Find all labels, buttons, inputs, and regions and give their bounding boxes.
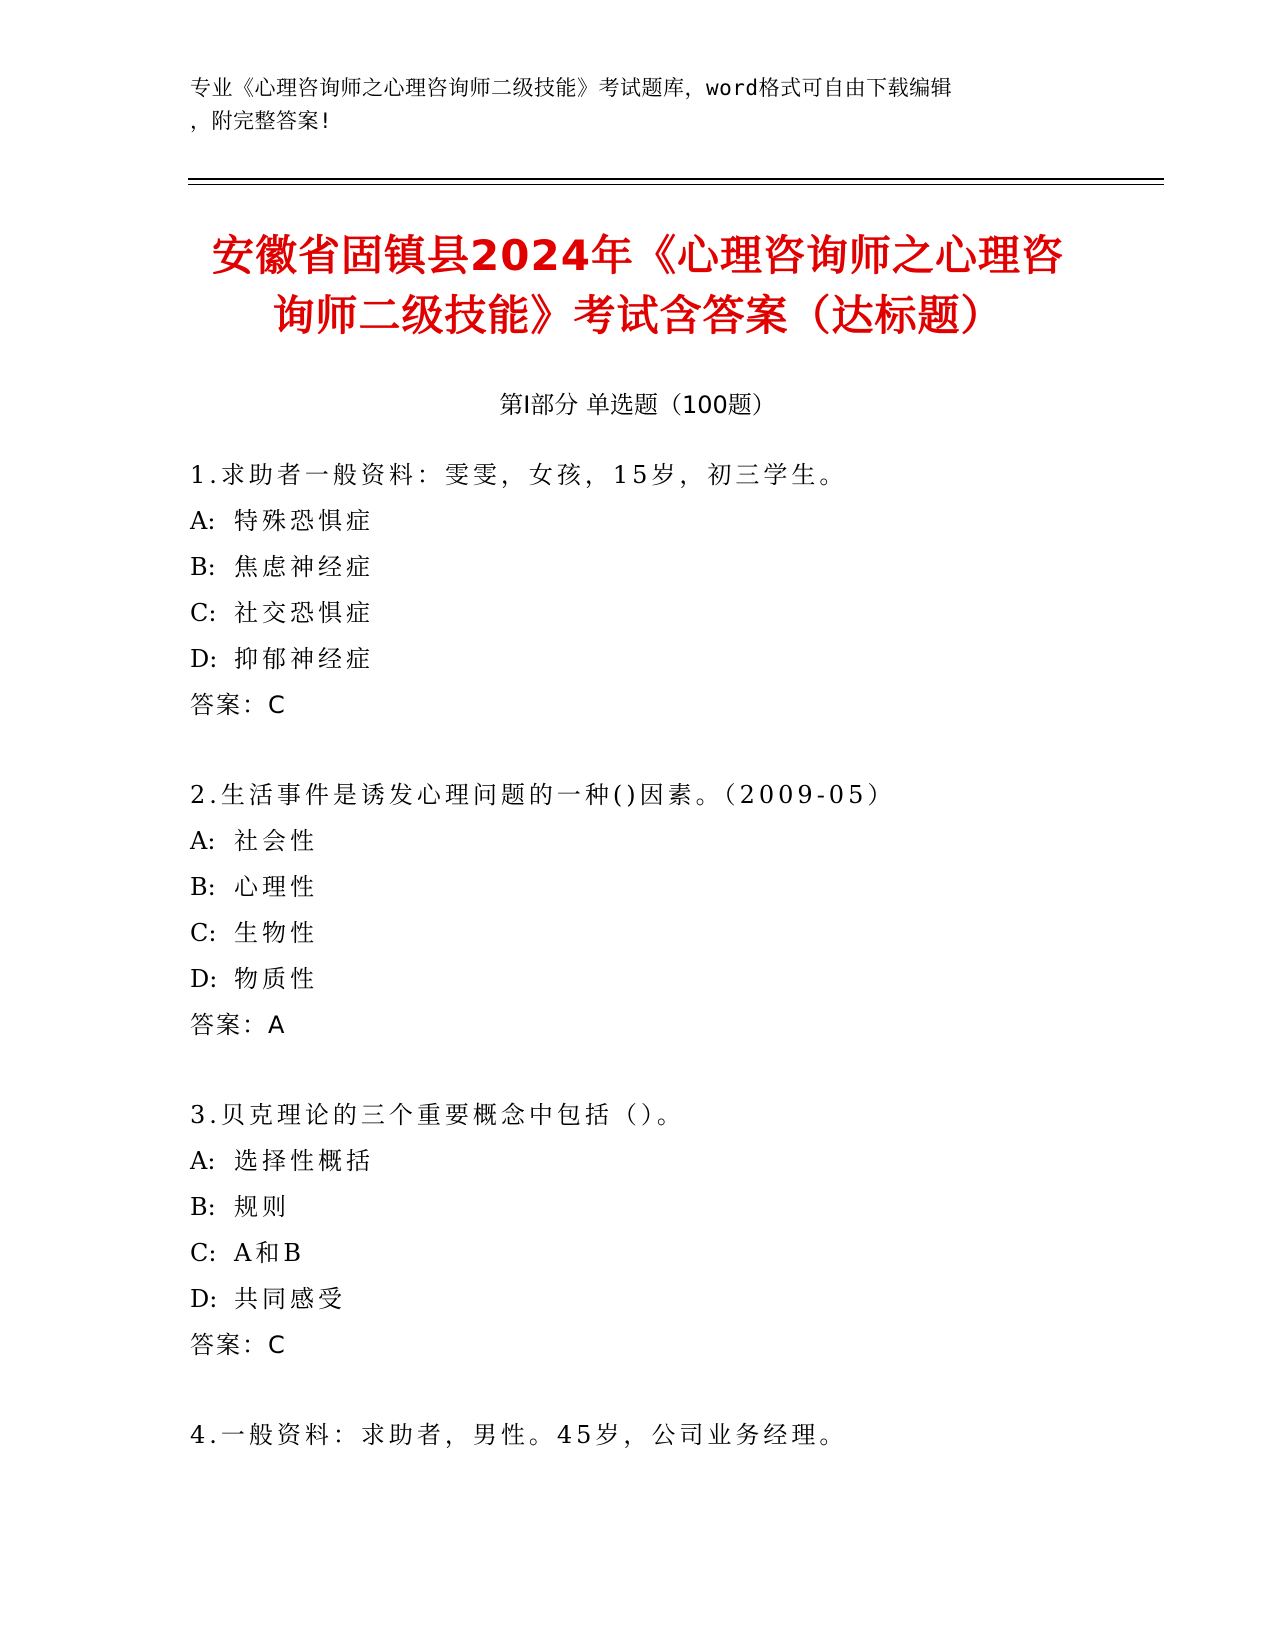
- option-a: [190, 818, 1170, 864]
- answer-label: 答案：: [190, 691, 268, 719]
- header-rule-thin: [188, 184, 1164, 185]
- option-key: B:: [190, 553, 216, 581]
- option-c: [190, 590, 1170, 636]
- option-a: [190, 1138, 1170, 1184]
- question-stem: 1.求助者一般资料：雯雯，女孩，15岁，初三学生。: [190, 461, 848, 489]
- option-text: 抑郁神经症: [234, 645, 374, 673]
- option-a: [190, 498, 1170, 544]
- option-key: B:: [190, 873, 216, 901]
- page-header: [190, 72, 1070, 138]
- answer-line: [190, 1002, 1170, 1048]
- option-key: D:: [190, 1285, 218, 1313]
- question-3: [190, 1092, 1170, 1368]
- answer-value: C: [268, 1331, 287, 1359]
- question-stem: 2.生活事件是诱发心理问题的一种()因素。（2009-05）: [190, 781, 896, 809]
- question-4: [190, 1412, 1170, 1458]
- option-b: [190, 1184, 1170, 1230]
- option-d: [190, 956, 1170, 1002]
- option-key: A:: [190, 827, 216, 855]
- option-text: 社会性: [234, 827, 318, 855]
- answer-line: [190, 1322, 1170, 1368]
- option-b: [190, 864, 1170, 910]
- option-key: C:: [190, 1239, 217, 1267]
- option-key: D:: [190, 645, 218, 673]
- section-heading: 第Ⅰ部分 单选题（100题）: [499, 391, 776, 419]
- option-d: [190, 1276, 1170, 1322]
- option-text: 共同感受: [234, 1285, 346, 1313]
- option-text: 社交恐惧症: [234, 599, 374, 627]
- answer-line: [190, 682, 1170, 728]
- header-rule-thick: [188, 178, 1164, 180]
- question-stem: 4.一般资料：求助者，男性。45岁，公司业务经理。: [190, 1421, 848, 1449]
- option-text: A和B: [234, 1239, 305, 1267]
- answer-value: A: [268, 1011, 287, 1039]
- option-key: C:: [190, 599, 217, 627]
- option-c: [190, 910, 1170, 956]
- answer-label: 答案：: [190, 1011, 268, 1039]
- header-line-2: ，附完整答案!: [190, 109, 333, 133]
- option-text: 选择性概括: [234, 1147, 374, 1175]
- option-d: [190, 636, 1170, 682]
- question-stem: 3.贝克理论的三个重要概念中包括（）。: [190, 1101, 685, 1129]
- option-text: 特殊恐惧症: [234, 507, 374, 535]
- answer-label: 答案：: [190, 1331, 268, 1359]
- question-1: [190, 452, 1170, 728]
- option-text: 心理性: [234, 873, 318, 901]
- title-line-2: 询师二级技能》考试含答案（达标题）: [272, 291, 1004, 340]
- header-line-1: 专业《心理咨询师之心理咨询师二级技能》考试题库，word格式可自由下载编辑: [190, 76, 953, 100]
- option-key: D:: [190, 965, 218, 993]
- option-c: [190, 1230, 1170, 1276]
- option-b: [190, 544, 1170, 590]
- option-text: 生物性: [234, 919, 318, 947]
- option-key: A:: [190, 1147, 216, 1175]
- option-key: B:: [190, 1193, 216, 1221]
- option-text: 规则: [234, 1193, 290, 1221]
- title-line-1: 安徽省固镇县2024年《心理咨询师之心理咨: [212, 231, 1064, 280]
- option-key: A:: [190, 507, 216, 535]
- option-key: C:: [190, 919, 217, 947]
- document-title: [188, 226, 1088, 346]
- option-text: 焦虑神经症: [234, 553, 374, 581]
- question-2: [190, 772, 1170, 1048]
- option-text: 物质性: [234, 965, 318, 993]
- answer-value: C: [268, 691, 287, 719]
